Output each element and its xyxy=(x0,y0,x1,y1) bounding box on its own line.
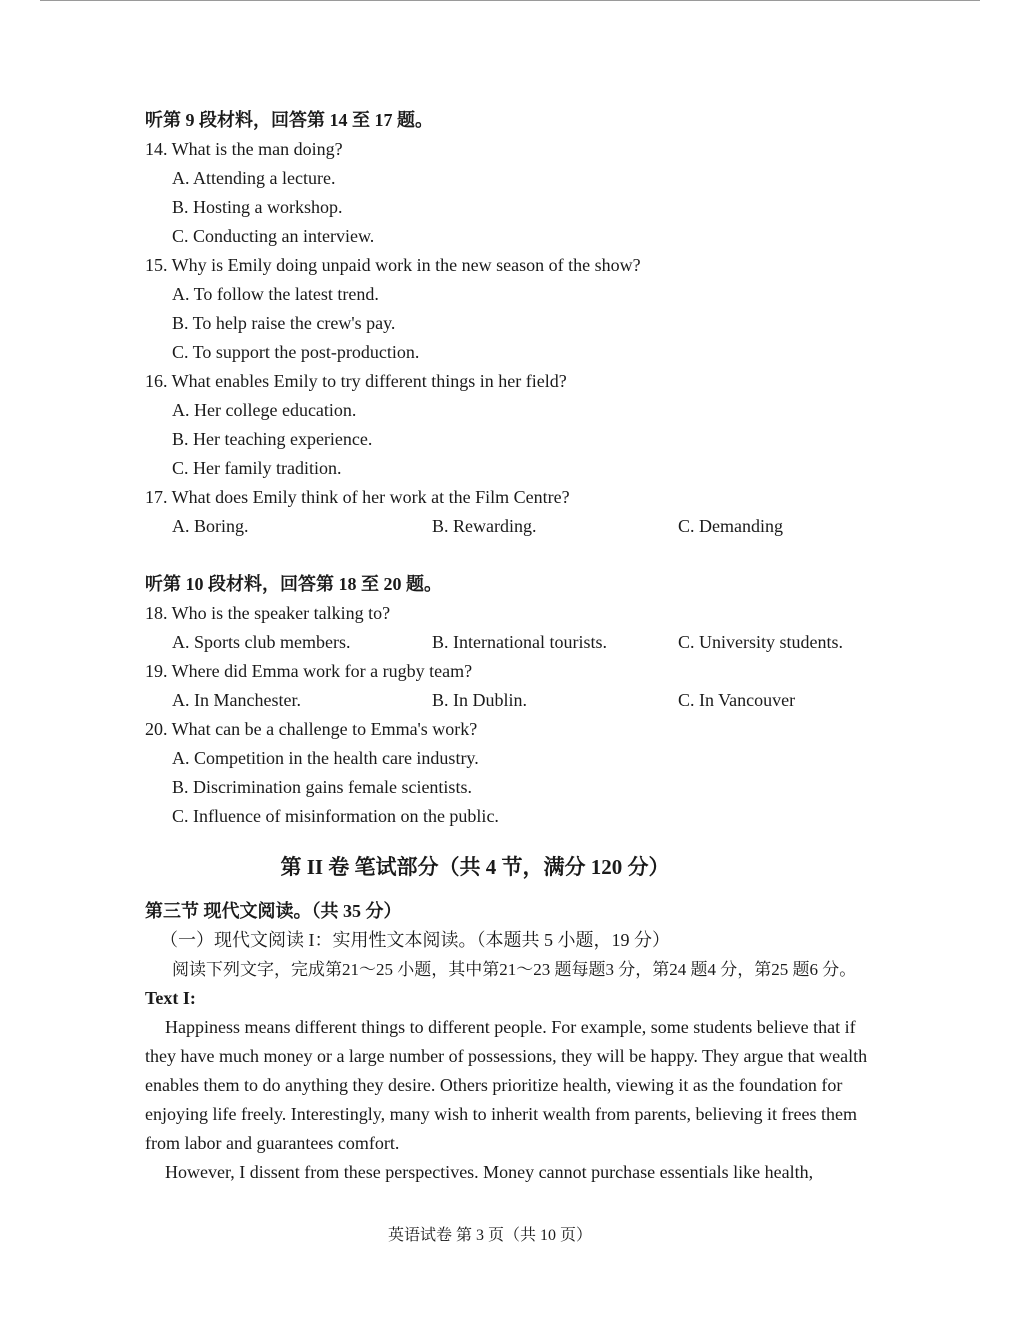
q16-option-b: B. Her teaching experience. xyxy=(172,429,373,449)
q20-option-c: C. Influence of misinformation on the public. xyxy=(172,806,499,826)
q15-question: 15. Why is Emily doing unpaid work in the new season of the show? xyxy=(145,255,641,275)
q18-option-a: A. Sports club members. xyxy=(172,632,351,652)
q20-question: 20. What can be a challenge to Emma's work? xyxy=(145,719,478,739)
q19-option-a: A. In Manchester. xyxy=(172,690,301,710)
q19-question: 19. Where did Emma work for a rugby team? xyxy=(145,661,473,681)
q17-option-a: A. Boring. xyxy=(172,516,249,536)
q14-option-b: B. Hosting a workshop. xyxy=(172,197,343,217)
q15-option-a: A. To follow the latest trend. xyxy=(172,284,379,304)
q18-options xyxy=(145,628,885,657)
section3-heading: 第三节 现代文阅读。（共 35 分） xyxy=(145,901,402,921)
q14-option-a: A. Attending a lecture. xyxy=(172,168,336,188)
spacer xyxy=(145,541,885,570)
q16-option-a: A. Her college education. xyxy=(172,400,357,420)
section3-instruction: 阅读下列文字，完成第21～25 小题，其中第21～23 题每题3 分，第24 题4 分，第25 题6 分。 xyxy=(172,960,857,979)
part2-title: 第 II 卷 笔试部分（共 4 节，满分 120 分） xyxy=(280,855,670,879)
top-rule xyxy=(40,0,980,1)
section9-heading: 听第 9 段材料，回答第 14 至 17 题。 xyxy=(145,110,433,130)
q17-options xyxy=(145,512,885,541)
exam-page-content xyxy=(145,106,885,1187)
q19-option-b: B. In Dublin. xyxy=(432,690,528,710)
q14-question: 14. What is the man doing? xyxy=(145,139,343,159)
q20-option-b: B. Discrimination gains female scientists. xyxy=(172,777,472,797)
q17-option-c: C. Demanding xyxy=(678,516,783,536)
q14-option-c: C. Conducting an interview. xyxy=(172,226,375,246)
q18-option-c: C. University students. xyxy=(678,632,843,652)
text-label: Text I: xyxy=(145,988,196,1008)
q16-option-c: C. Her family tradition. xyxy=(172,458,342,478)
q18-option-b: B. International tourists. xyxy=(432,632,607,652)
q19-options xyxy=(145,686,885,715)
q19-option-c: C. In Vancouver xyxy=(678,690,796,710)
passage-paragraph-2: However, I dissent from these perspectives. Money cannot purchase essentials like health, xyxy=(165,1162,814,1182)
passage-paragraph-1: Happiness means different things to different people. For example, some students believe that if they have much money or a large number of possessions, they will be happy. They argue that wealth enables them to do anything they desire. Others prioritize health, viewing it as the foundation for enjoying life freely. Interestingly, many wish to inherit wealth from parents, believing it frees them from labor and guarantees comfort. xyxy=(145,1017,868,1153)
q15-option-b: B. To help raise the crew's pay. xyxy=(172,313,396,333)
q15-option-c: C. To support the post-production. xyxy=(172,342,420,362)
q18-question: 18. Who is the speaker talking to? xyxy=(145,603,391,623)
q17-question: 17. What does Emily think of her work at the Film Centre? xyxy=(145,487,570,507)
q20-option-a: A. Competition in the health care industry. xyxy=(172,748,479,768)
section10-heading: 听第 10 段材料，回答第 18 至 20 题。 xyxy=(145,574,442,594)
q17-option-b: B. Rewarding. xyxy=(432,516,537,536)
section3-subheading: （一）现代文阅读 I：实用性文本阅读。（本题共 5 小题，19 分） xyxy=(160,930,670,950)
q16-question: 16. What enables Emily to try different things in her field? xyxy=(145,371,567,391)
page-footer: 英语试卷 第 3 页（共 10 页） xyxy=(387,1227,592,1244)
